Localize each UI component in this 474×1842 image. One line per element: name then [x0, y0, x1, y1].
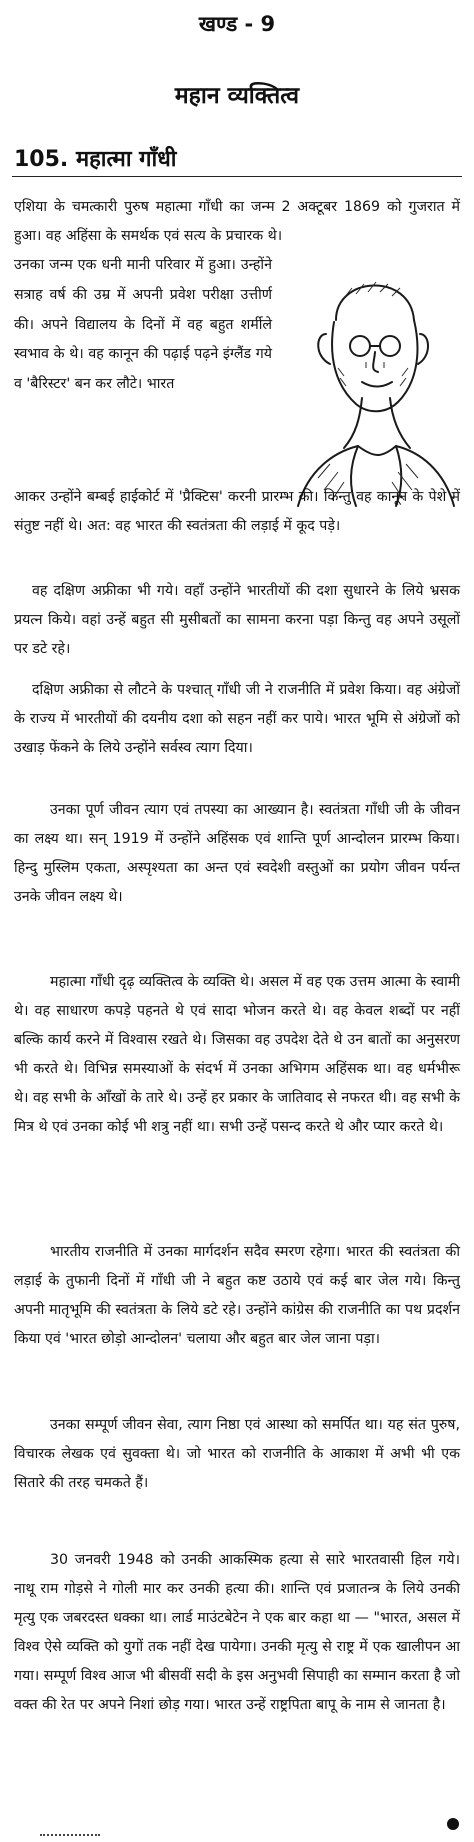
paragraph-death: 30 जनवरी 1948 को उनकी आकस्मिक हत्या से सारे भारतवासी हिल गये। नाथू राम गोड़से ने गोली मार कर उनकी हत्या की। शान्ति एवं प्रजातन्त्र के लिये उनकी मृत्यु एक जबरदस्त धक्का था। लार्ड माउंटबेटेन ने एक बार कहा था — "भारत, असल में विश्व ऐसे व्यक्ति को युगों तक नहीं देख पायेगा। उनकी मृत्यु से राष्ट्र में एक खालीपन आ गया। सम्पूर्ण विश्व आज भी बीसवीं सदी के इस अनुभवी सिपाही का सम्मान करता है जो वक्त की रेत पर अपने निशां छोड़ गया। भारत उन्हें राष्ट्रपिता बापू के नाम से जानता है। [14, 1552, 460, 1713]
title-divider [12, 176, 462, 177]
book-title: महान व्यक्तित्व [174, 83, 300, 109]
paragraph-dedication: उनका सम्पूर्ण जीवन सेवा, त्याग निष्ठा एवं आस्था को समर्पित था। यह संत पुरुष, विचारक लेखक एवं सुवक्ता थे। जो भारत को राजनीति के आकाश में अभी भी एक सितारे की तरह चमकते हैं। [14, 1417, 460, 1491]
paragraph-birth: एशिया के चमत्कारी पुरुष महात्मा गाँधी का जन्म 2 अक्टूबर 1869 को गुजरात में हुआ। वह अहिंसा के समर्थक एवं सत्य के प्रचारक थे। [14, 199, 460, 244]
chapter-title: 105. महात्मा गाँधी [14, 147, 177, 172]
paragraph-early-life: उनका जन्म एक धनी मानी परिवार में हुआ। उन्होंने सत्राह वर्ष की उम्र में अपनी प्रवेश परीक्षा उत्तीर्ण की। अपने विद्यालय के दिनों में वह बहुत शर्मीले स्वभाव के थे। वह कानून की पढ़ाई पढ़ने इंग्लैंड गये व 'बैरिस्टर' बन कर लौटे। भारत [14, 257, 272, 393]
paragraph-politics: दक्षिण अफ्रीका से लौटने के पश्चात् गाँधी जी ने राजनीति में प्रवेश किया। वह अंग्रेजों के राज्य में भारतीयों की दयनीय दशा को सहन नहीं कर पाये। भारत भूमि से अंग्रेजों को उखाड़ फेंकने के लिये उन्होंने सर्वस्व त्याग दिया। [14, 682, 460, 756]
paragraph-career: आकर उन्होंने बम्बई हाईकोर्ट में 'प्रैक्टिस' करनी प्रारम्भ की। किन्तु वह कानून के पेशे में संतुष्ट नहीं थे। अत: वह भारत की स्वतंत्रता की लड़ाई में कूद पड़े। [14, 489, 460, 534]
paragraph-south-africa: वह दक्षिण अफ्रीका भी गये। वहाँ उन्होंने भारतीयों की दशा सुधारने के लिये भ्रसक प्रयत्न किये। वहां उन्हें बहुत सी मुसीबतों का सामना करना पड़ा किन्तु वह अपने उसूलों पर डटे रहे। [14, 583, 460, 657]
paragraph-personality: महात्मा गाँधी दृढ़ व्यक्तित्व के व्यक्ति थे। असल में वह एक उत्तम आत्मा के स्वामी थे। वह साधारण कपड़े पहनते थे एवं सादा भोजन करते थे। वह केवल शब्दों पर नहीं बल्कि कार्य करने में विश्वास रखते थे। जिसका वह उपदेश देते थे उन बातों का अनुसरण भी करते थे। विभिन्न समस्याओं के संदर्भ में उनका अभिगम अहिंसक था। वह धर्मभीरू थे। वह सभी के आँखों के तारे थे। उन्हें हर प्रकार के जातिवाद से नफरत थी। वह सभी के मित्र थे एवं उनका कोई भी शत्रु नहीं था। सभी उन्हें पसन्द करते थे और प्यार करते थे। [14, 974, 460, 1135]
section-label: खण्ड - 9 [198, 12, 276, 36]
paragraph-sacrifice: उनका पूर्ण जीवन त्याग एवं तपस्या का आख्यान है। स्वतंत्रता गाँधी जी के जीवन का लक्ष्य था। सन् 1919 में उन्होंने अहिंसक एवं शान्ति पूर्ण आन्दोलन प्रारम्भ किया। हिन्दु मुस्लिम एकता, अस्पृश्यता का अन्त एवं स्वदेशी वस्तुओं का प्रयोग जीवन पर्यन्त उनके जीवन लक्ष्य थे। [14, 802, 460, 905]
next-page-fragment [40, 1834, 100, 1842]
paragraph-leadership: भारतीय राजनीति में उनका मार्गदर्शन सदैव स्मरण रहेगा। भारत की स्वतंत्रता की लड़ाई के तुफानी दिनों में गाँधी जी ने बहुत कष्ट उठाये एवं कई बार जेल गये। किन्तु अपनी मातृभूमि की स्वतंत्रता के लिये डटे रहे। उन्होंने कांग्रेस की राजनीति का पथ प्रदर्शन किया एवं 'भारत छोड़ो आन्दोलन' चलाया और बहुत बार जेल जाना पड़ा। [14, 1244, 460, 1347]
gandhi-portrait-icon [278, 258, 466, 508]
end-bullet [447, 1818, 459, 1830]
